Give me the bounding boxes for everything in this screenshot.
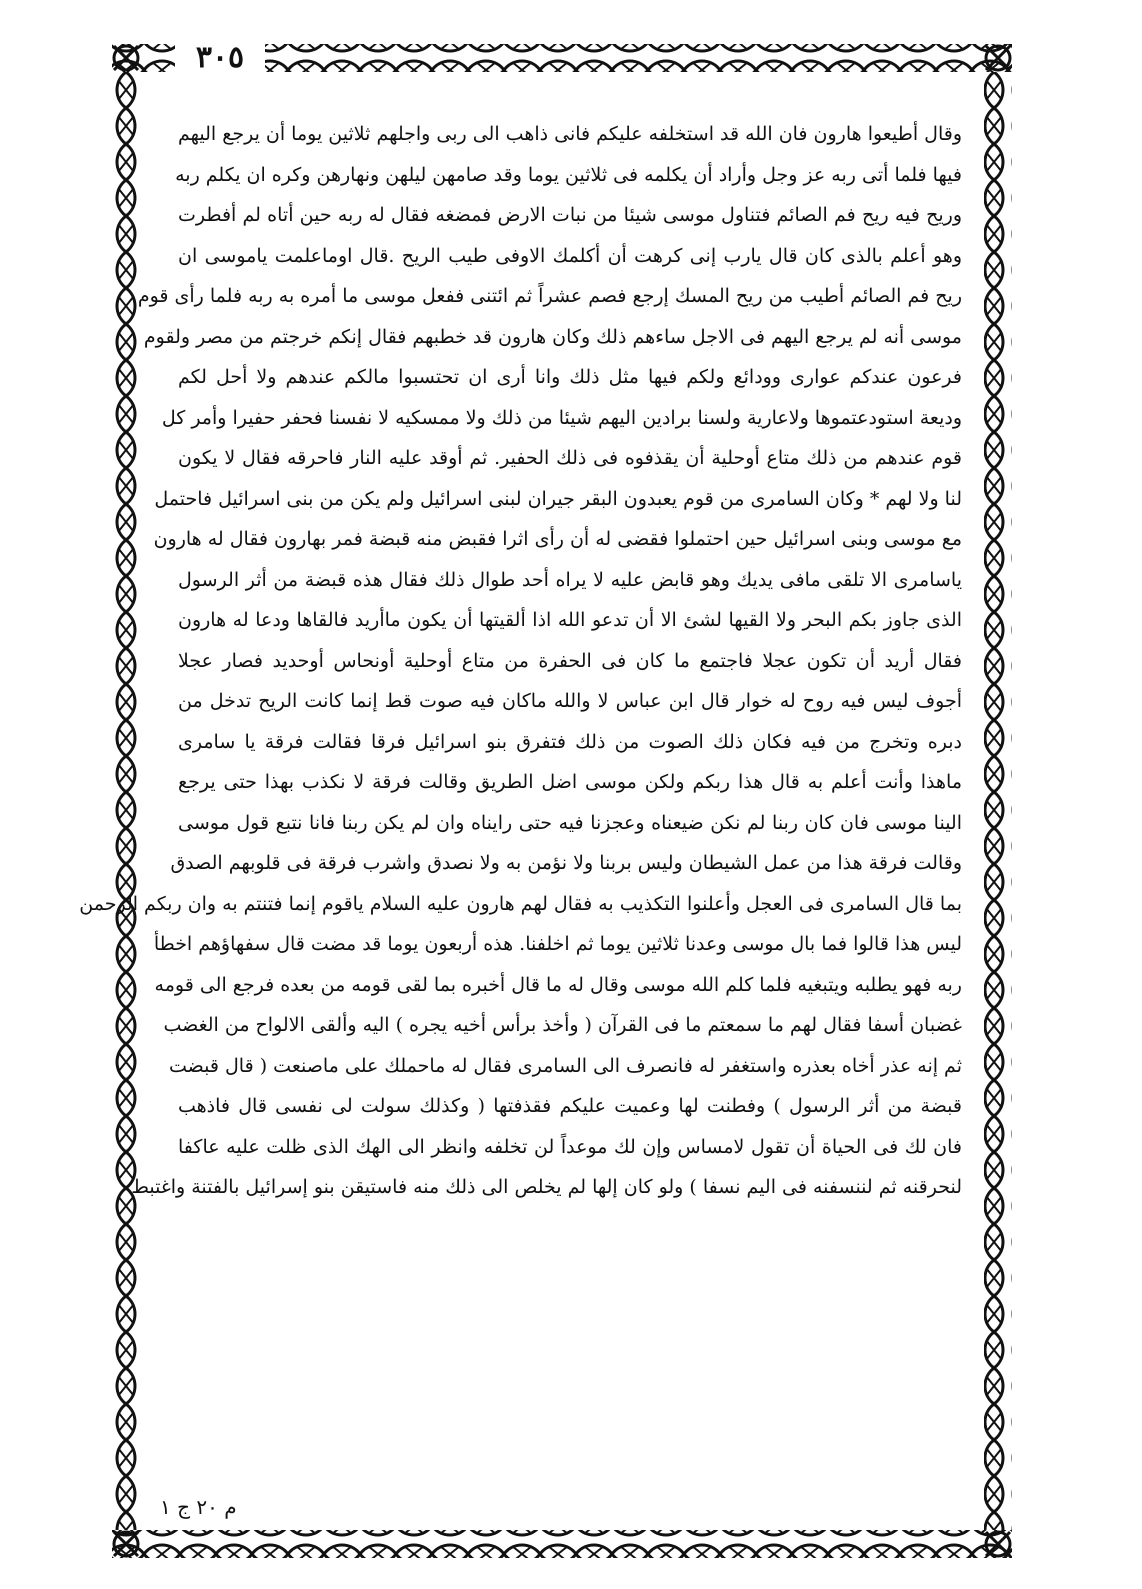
text-line: غضبان أسفا فقال لهم ما سمعتم ما فى القرآن ( وأخذ برأس أخيه يجره ) اليه وألقى الالواح من الغضب xyxy=(163,1014,962,1036)
text-line: وقالت فرقة هذا من عمل الشيطان وليس بربنا ولا نؤمن به ولا نصدق واشرب فرقة فى قلوبهم الصدق xyxy=(170,852,962,874)
text-line: أجوف ليس فيه روح له خوار قال ابن عباس لا والله ماكان فيه صوت قط إنما كانت الريح تدخل من xyxy=(178,690,962,712)
text-line: لنا ولا لهم * وكان السامرى من قوم يعبدون البقر جيران لبنى اسرائيل ولم يكن من بنى اسرائيل فاحتمل xyxy=(154,487,962,510)
text-line: بما قال السامرى فى العجل وأعلنوا التكذيب به فقال لهم هارون عليه السلام ياقوم إنما فتنتم به وان ربكم الرحمن xyxy=(79,892,962,915)
text-line: موسى أنه لم يرجع اليهم فى الاجل ساءهم ذلك وكان هارون قد خطبهم فقال إنكم خرجتم من مصر ولقوم xyxy=(143,325,962,348)
text-line: مع موسى وبنى اسرائيل حين احتملوا فقضى له أن رأى اثرا فقبض منه قبضة فمر بهارون فقال له هارون xyxy=(153,528,962,550)
text-line: ثم إنه عذر أخاه بعذره واستغفر له فانصرف الى السامرى فقال له ماحملك على ماصنعت ( قال قبضت xyxy=(169,1054,962,1077)
text-line: فقال أريد أن تكون عجلا فاجتمع ما كان فى الحفرة من متاع أوحلية أونحاس أوحديد فصار عجلا xyxy=(178,649,962,672)
text-line: ماهذا وأنت أعلم به قال هذا ربكم ولكن موسى اضل الطريق وقالت فرقة لا نكذب بهذا حتى يرجع xyxy=(178,771,962,793)
text-line: الينا موسى فان كان ربنا لم نكن ضيعناه وعجزنا فيه حتى رايناه وان لم يكن ربنا فانا نتبع قول موسى xyxy=(178,811,962,834)
text-line: قبضة من أثر الرسول ) وفطنت لها وعميت عليكم فقذفتها ( وكذلك سولت لى نفسى قال فاذهب xyxy=(178,1095,962,1117)
text-line: وهو أعلم بالذى كان قال يارب إنى كرهت أن أكلمك الاوفى طيب الريح .قال اوماعلمت ياموسى ان xyxy=(178,244,962,267)
text-line: وريح فيه ريح فم الصائم فتناول موسى شيئا من نبات الارض فمضغه فقال له ربه حين أتاه لم أفطرت xyxy=(178,204,962,226)
text-line: دبره وتخرج من فيه فكان ذلك الصوت من ذلك فتفرق بنو اسرائيل فرقا فقالت فرقة يا سامرى xyxy=(178,730,962,753)
text-line: فرعون عندكم عوارى وودائع ولكم فيها مثل ذلك وانا أرى ان تحتسبوا مالكم عندهم ولا أحل لكم xyxy=(178,366,962,388)
border-bottom xyxy=(112,1530,1012,1558)
text-line: الذى جاوز بكم البحر ولا القيها لشئ الا أن تدعو الله اذا ألقيتها أن يكون ماأريد فالقاها ودعا له هارون xyxy=(178,609,962,631)
signature-mark: م ٢٠ ج ١ xyxy=(160,1495,237,1519)
body-text xyxy=(79,114,962,1494)
text-line: وديعة استودعتموها ولاعارية ولسنا برادين اليهم شيئا من ذلك ولا ممسكيه لا نفسنا فحفر حفيرا وأمر كل xyxy=(161,406,962,429)
text-line: قوم عندهم من ذلك متاع أوحلية أن يقذفوه فى ذلك الحفير. ثم أوقد عليه النار فاحرقه فقال لا يكون xyxy=(178,447,962,469)
text-line: ياسامرى الا تلقى مافى يديك وهو قابض عليه لا يراه أحد طوال ذلك فقال هذه قبضة من أثر الرسول xyxy=(178,568,962,591)
text-line: ليس هذا قالوا فما بال موسى وعدنا ثلاثين يوما ثم اخلفنا. هذه أربعون يوما قد مضت قال سفهاؤهم اخطأ xyxy=(153,933,962,955)
text-line: ربه فهو يطلبه ويتبغيه فلما كلم الله موسى وقال له ما قال أخبره بما لقى قومه من بعده فرجع الى قومه xyxy=(154,973,962,996)
text-line: وقال أطيعوا هارون فان الله قد استخلفه عليكم فانى ذاهب الى ربى واجلهم ثلاثين يوما أن يرجع اليهم xyxy=(178,123,962,145)
text-line: فان لك فى الحياة أن تقول لامساس وإن لك موعداً لن تخلفه وانظر الى الهك الذى ظلت عليه عاكفا xyxy=(178,1135,962,1158)
page-number: ٣٠٥ xyxy=(175,38,265,78)
text-line: فيها فلما أتى ربه عز وجل وأراد أن يكلمه فى ثلاثين يوما وقد صامهن ليلهن ونهارهن وكره ان يكلم ربه xyxy=(175,163,962,186)
text-line: لنحرقنه ثم لننسفنه فى اليم نسفا ) ولو كان إلها لم يخلص الى ذلك منه فاستيقن بنو إسرائيل بالفتنة واغتبط xyxy=(131,1176,962,1198)
border-right xyxy=(984,72,1012,1530)
border-left xyxy=(112,72,140,1530)
text-line: ريح فم الصائم أطيب من ريح المسك إرجع فصم عشراً ثم ائتنى ففعل موسى ما أمره به ربه فلما رأى قوم xyxy=(137,285,962,307)
